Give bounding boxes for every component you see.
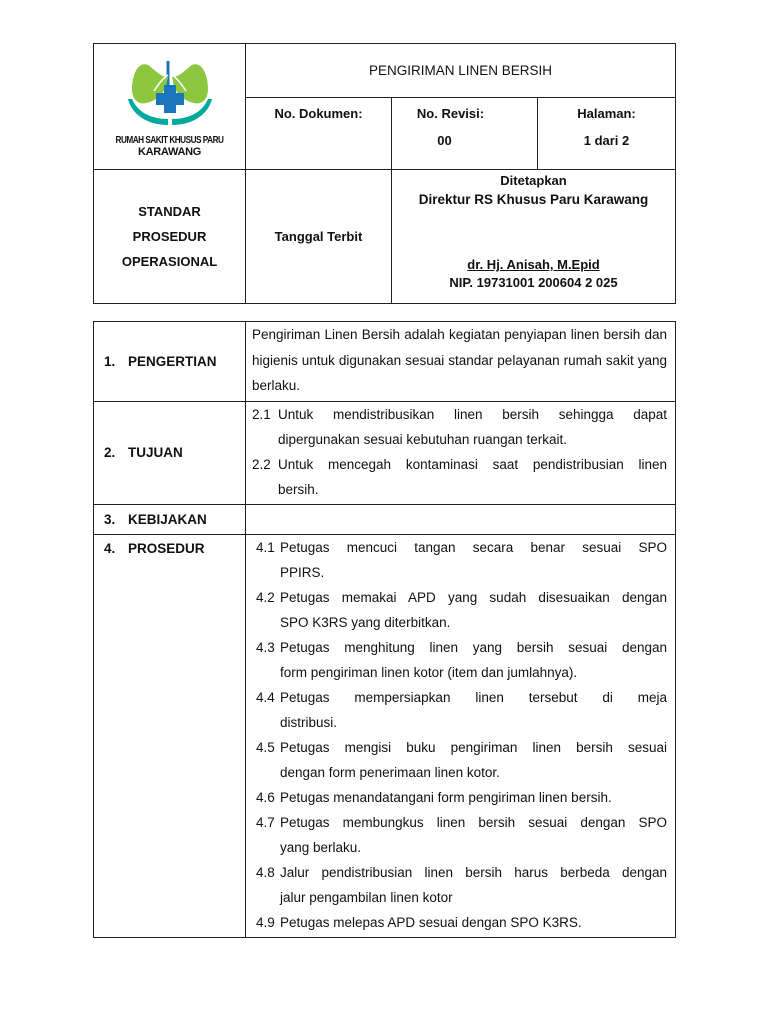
step-text-line-1: Petugas memakai APD yang sudah disesuaikan dengan — [280, 589, 667, 605]
step-number: 4.8 — [256, 864, 275, 880]
signatory-name: dr. Hj. Anisah, M.Epid — [467, 257, 600, 272]
approval-cell — [392, 170, 676, 304]
step-text-line-2: SPO K3RS yang diterbitkan. — [280, 614, 451, 630]
list-item — [252, 452, 667, 502]
step-text-line-1: Petugas menghitung linen yang bersih sesuai dengan — [280, 639, 667, 655]
section-label-cell — [94, 504, 246, 534]
step-number: 4.4 — [256, 689, 275, 705]
page-number-label: Halaman: — [577, 106, 636, 121]
step-text-line-2: form pengiriman linen kotor (item dan jumlahnya). — [280, 664, 578, 680]
issue-date-cell — [246, 170, 392, 304]
doc-number-cell — [246, 98, 392, 170]
sop-line-1: STANDAR — [138, 204, 201, 219]
step-text-line-1: Petugas mempersiapkan linen tersebut di meja — [280, 689, 667, 705]
step-number: 4.1 — [256, 539, 275, 555]
section-content — [246, 322, 676, 402]
document-title-cell — [246, 44, 676, 98]
section-label-cell — [94, 401, 246, 504]
section-label-cell — [94, 322, 246, 402]
section-kebijakan — [94, 504, 676, 534]
item-text-line-2: dipergunakan sesuai kebutuhan ruangan terkait. — [278, 431, 567, 447]
procedure-step — [256, 635, 667, 685]
procedure-step — [256, 685, 667, 735]
section-label-cell — [94, 534, 246, 937]
procedure-step — [256, 535, 667, 585]
section-content — [246, 401, 676, 504]
definition-text: Pengiriman Linen Bersih adalah kegiatan penyiapan linen bersih dan higienis untuk digunakan sesuai standar pelayanan rumah sakit yang berlaku. — [252, 327, 667, 393]
step-text-line-1: Petugas membungkus linen bersih sesuai dengan SPO — [280, 814, 667, 830]
page-number-value: 1 dari 2 — [583, 133, 630, 148]
hospital-logo-icon — [124, 55, 216, 133]
section-content — [246, 534, 676, 937]
section-pengertian — [94, 322, 676, 402]
step-text-line-1: Petugas melepas APD sesuai dengan SPO K3RS. — [280, 914, 582, 930]
step-text-line-1: Petugas mengisi buku pengiriman linen bersih sesuai — [280, 739, 667, 755]
step-number: 4.5 — [256, 739, 275, 755]
hospital-logo-cell — [94, 44, 246, 170]
step-text-line-2: distribusi. — [280, 714, 338, 730]
approved-by: Direktur RS Khusus Paru Karawang — [418, 192, 649, 207]
item-text-line-1: Untuk mencegah kontaminasi saat pendistribusian linen — [278, 456, 667, 472]
step-text-line-2: yang berlaku. — [280, 839, 362, 855]
section-label: KEBIJAKAN — [128, 511, 207, 527]
issue-date-label: Tanggal Terbit — [274, 229, 363, 244]
section-number: 1. — [104, 353, 116, 369]
step-text-line-1: Jalur pendistribusian linen bersih harus berbeda dengan — [280, 864, 667, 880]
step-text-line-2: PPIRS. — [280, 564, 325, 580]
sop-line-2: PROSEDUR — [132, 229, 207, 244]
procedure-step — [256, 735, 667, 785]
item-number: 2.2 — [252, 456, 271, 472]
procedure-step — [256, 785, 667, 810]
section-label: PENGERTIAN — [128, 353, 217, 369]
hospital-logo-text-2: KARAWANG — [138, 146, 201, 158]
page-number-cell — [538, 98, 676, 170]
step-number: 4.9 — [256, 914, 275, 930]
item-number: 2.1 — [252, 406, 271, 422]
section-prosedur — [94, 534, 676, 937]
section-content — [246, 504, 676, 534]
section-number: 3. — [104, 511, 116, 527]
step-text-line-2: jalur pengambilan linen kotor — [280, 889, 453, 905]
section-label: TUJUAN — [128, 445, 183, 460]
sop-title-cell — [94, 170, 246, 304]
step-number: 4.2 — [256, 589, 275, 605]
approved-label: Ditetapkan — [500, 173, 567, 188]
step-number: 4.7 — [256, 814, 275, 830]
list-item — [252, 402, 667, 452]
document-title: PENGIRIMAN LINEN BERSIH — [368, 63, 553, 78]
step-number: 4.3 — [256, 639, 275, 655]
procedure-step — [256, 860, 667, 910]
procedure-step — [256, 810, 667, 860]
section-number: 4. — [104, 540, 116, 556]
doc-number-label: No. Dokumen: — [274, 106, 363, 121]
item-text-line-2: bersih. — [278, 481, 319, 497]
content-table — [93, 321, 676, 938]
signatory-nip: NIP. 19731001 200604 2 025 — [449, 275, 618, 290]
section-number: 2. — [104, 445, 116, 460]
hospital-logo-text-1: RUMAH SAKIT KHUSUS PARU — [115, 135, 224, 146]
section-tujuan — [94, 401, 676, 504]
revision-cell — [392, 98, 538, 170]
step-text-line-1: Petugas mencuci tangan secara benar sesuai SPO — [280, 539, 667, 555]
section-label: PROSEDUR — [128, 540, 205, 556]
step-text-line-1: Petugas menandatangani form pengiriman linen bersih. — [280, 789, 612, 805]
step-text-line-2: dengan form penerimaan linen kotor. — [280, 764, 500, 780]
revision-label: No. Revisi: — [416, 106, 485, 121]
step-number: 4.6 — [256, 789, 275, 805]
procedure-step — [256, 910, 667, 935]
header-table — [93, 43, 676, 304]
procedure-step — [256, 585, 667, 635]
sop-line-3: OPERASIONAL — [121, 254, 218, 269]
revision-value: 00 — [437, 133, 452, 148]
item-text-line-1: Untuk mendistribusikan linen bersih sehingga dapat — [278, 406, 667, 422]
